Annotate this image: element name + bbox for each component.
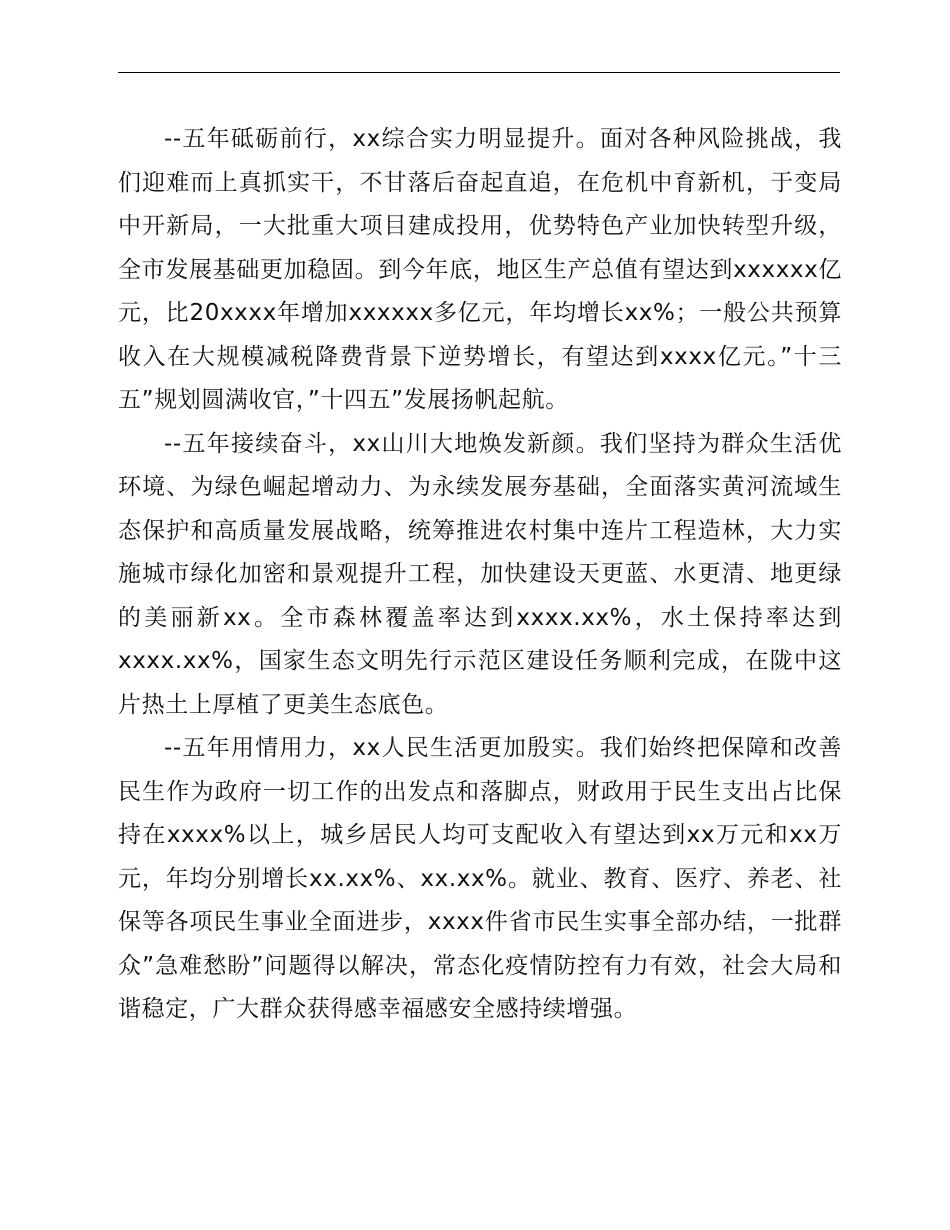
- header-rule: [118, 72, 840, 73]
- paragraph-economic-strength: --五年砥砺前行，xx综合实力明显提升。面对各种风险挑战，我们迎难而上真抓实干，不甘落后奋起直追，在危机中育新机，于变局中开新局，一大批重大项目建成投用，优势特色产业加快转型升级，全市发展基础更加稳固。到今年底，地区生产总值有望达到xxxxxx亿元，比20xxxx年增加xxxxxx多亿元，年均增长xx%；一般公共预算收入在大规模减税降费背景下逆势增长，有望达到xxxx亿元。”十三五”规划圆满收官，”十四五”发展扬帆起航。: [118, 126, 842, 413]
- paragraph-people-livelihood: --五年用情用力，xx人民生活更加殷实。我们始终把保障和改善民生作为政府一切工作的出发点和落脚点，财政用于民生支出占比保持在xxxx%以上，城乡居民人均可支配收入有望达到xx万元和xx万元，年均分别增长xx.xx%、xx.xx%。就业、教育、医疗、养老、社保等各项民生事业全面进步，xxxx件省市民生实事全部办结，一批群众”急难愁盼”问题得以解决，常态化疫情防控有力有效，社会大局和谐稳定，广大群众获得感幸福感安全感持续增强。: [118, 735, 842, 1022]
- paragraph-ecological-improvement: --五年接续奋斗，xx山川大地焕发新颜。我们坚持为群众生活优环境、为绿色崛起增动力、为永续发展夯基础，全面落实黄河流域生态保护和高质量发展战略，统筹推进农村集中连片工程造林，大力实施城市绿化加密和景观提升工程，加快建设天更蓝、水更清、地更绿的美丽新xx。全市森林覆盖率达到xxxx.xx%，水土保持率达到xxxx.xx%，国家生态文明先行示范区建设任务顺利完成，在陇中这片热土上厚植了更美生态底色。: [118, 430, 842, 718]
- document-body: [118, 118, 842, 1032]
